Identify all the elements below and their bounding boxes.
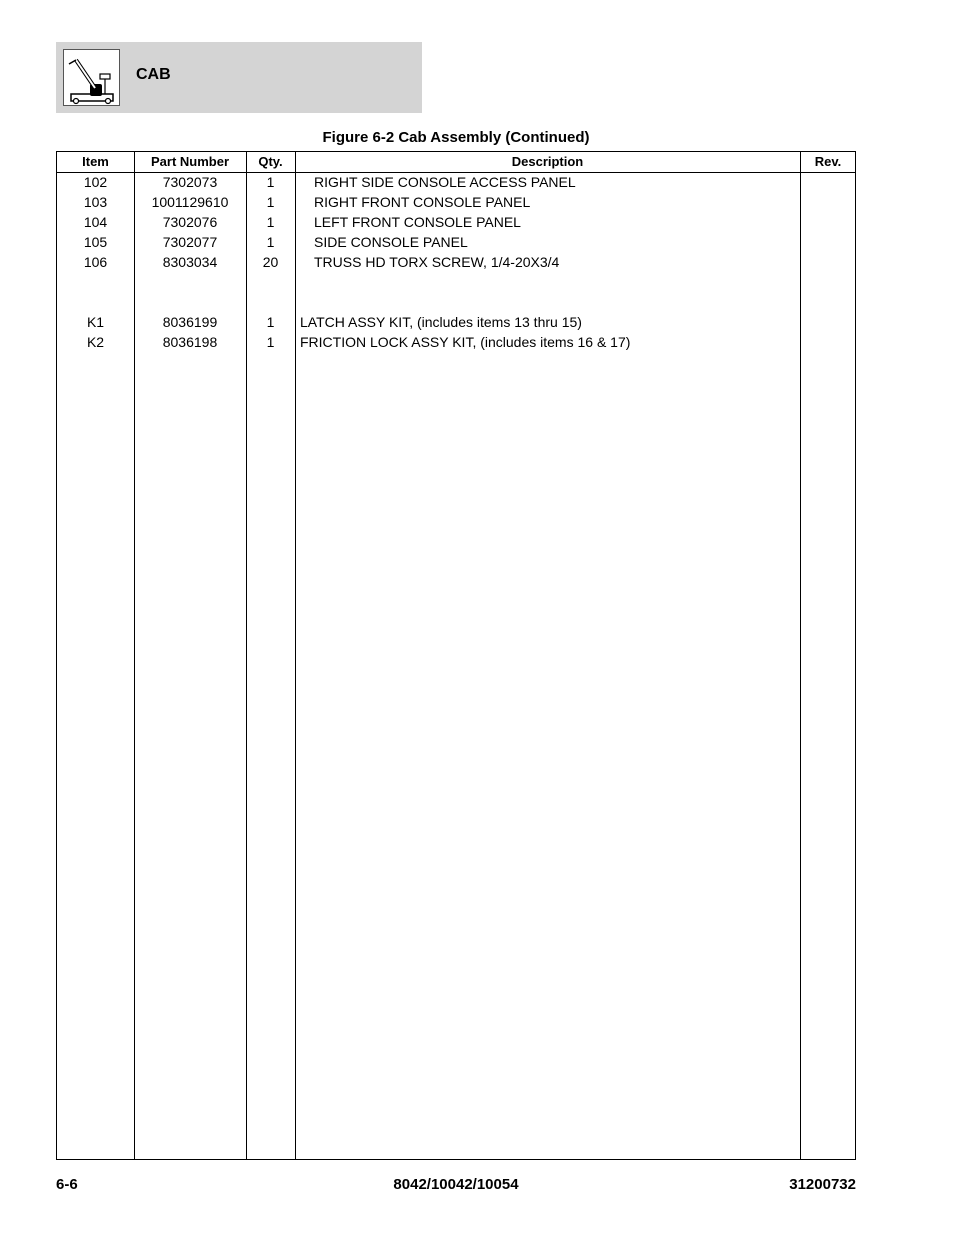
- cell-qty: 20: [262, 254, 279, 270]
- cell-qty: 1: [266, 234, 275, 250]
- cell-qty: 1: [266, 174, 275, 190]
- cell-qty: 1: [266, 314, 275, 330]
- table-row: [57, 312, 855, 332]
- cell-description: FRICTION LOCK ASSY KIT, (includes items 16 & 17): [300, 334, 631, 350]
- section-title: CAB: [136, 66, 171, 83]
- column-header-description: Description: [511, 154, 584, 169]
- section-header: [56, 42, 422, 113]
- table-row: [57, 192, 855, 212]
- page-number: 6-6: [56, 1176, 78, 1193]
- cell-part-number: 7302076: [162, 214, 218, 230]
- cell-description: LATCH ASSY KIT, (includes items 13 thru 15): [300, 314, 582, 330]
- cell-description: RIGHT SIDE CONSOLE ACCESS PANEL: [314, 174, 576, 190]
- table-row: [57, 212, 855, 232]
- table-row: [57, 252, 855, 272]
- column-header-qty: Qty.: [258, 154, 283, 169]
- manual-number: 31200732: [789, 1176, 856, 1193]
- table-row: [57, 292, 855, 312]
- cell-part-number: 8303034: [162, 254, 218, 270]
- cell-part-number: 8036199: [162, 314, 218, 330]
- cell-description: LEFT FRONT CONSOLE PANEL: [314, 214, 521, 230]
- cell-qty: 1: [266, 214, 275, 230]
- cell-item: 104: [83, 214, 108, 230]
- figure-title: Figure 6-2 Cab Assembly (Continued): [322, 129, 590, 146]
- cell-part-number: 8036198: [162, 334, 218, 350]
- cell-item: 102: [83, 174, 108, 190]
- cell-item: 103: [83, 194, 108, 210]
- cell-part-number: 7302077: [162, 234, 218, 250]
- cell-item: 105: [83, 234, 108, 250]
- column-header-item: Item: [82, 154, 109, 169]
- table-row: [57, 172, 855, 192]
- table-row: [57, 232, 855, 252]
- column-header-part-number: Part Number: [150, 154, 230, 169]
- cell-qty: 1: [266, 334, 275, 350]
- cell-item: K2: [86, 334, 105, 350]
- table-row: [57, 272, 855, 292]
- cell-qty: 1: [266, 194, 275, 210]
- parts-table: [56, 151, 856, 1160]
- model-numbers: 8042/10042/10054: [393, 1176, 519, 1193]
- cell-description: TRUSS HD TORX SCREW, 1/4-20X3/4: [314, 254, 560, 270]
- cell-description: SIDE CONSOLE PANEL: [314, 234, 468, 250]
- cell-part-number: 7302073: [162, 174, 218, 190]
- aerial-lift-icon: [63, 49, 120, 106]
- column-header-rev: Rev.: [814, 154, 842, 169]
- table-row: [57, 332, 855, 352]
- cell-description: RIGHT FRONT CONSOLE PANEL: [314, 194, 531, 210]
- cell-item: K1: [86, 314, 105, 330]
- cell-part-number: 1001129610: [151, 194, 229, 210]
- cell-item: 106: [83, 254, 108, 270]
